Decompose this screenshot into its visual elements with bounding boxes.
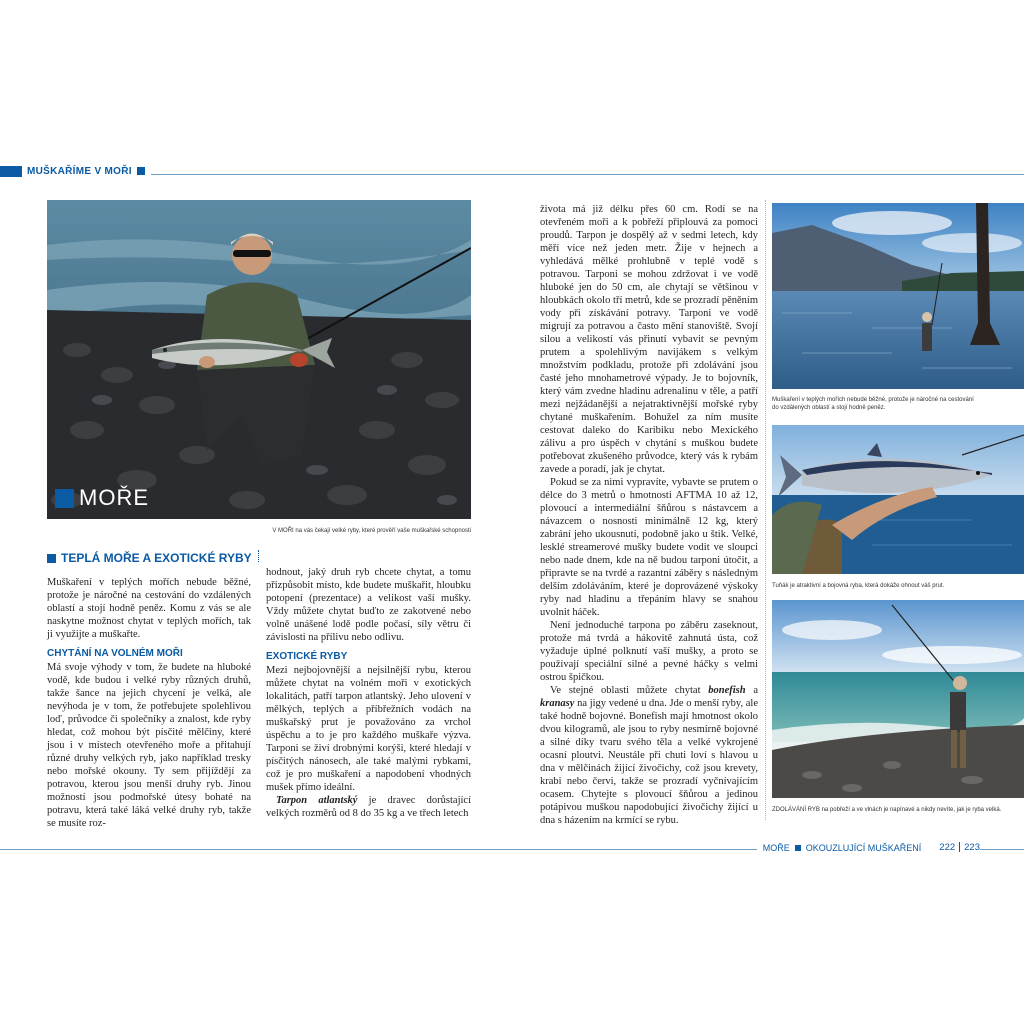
- paragraph: Pokud se za nimi vypravíte, vybavte se prutem o délce do 3 metrů o hmotnosti AFTMA 10 až 12, plovoucí a intermediální šňůrou s nástavcem a návazcem o nosnosti minimálně 12 kg, který zabrání jeho ukousnutí, podobně jako u štik. Velké, lesklé streamerové mušky budete vodit ve sloupci nebo nade dnem, kde na ně budou tarponi útočit, a připravte se na tvrdé a razantní záběry s následným delším zdoláváním, které je doprovázené výskoky ryby nad hladinu a třepáním hlavy se snahou uvolnit háček.: [540, 477, 758, 618]
- paragraph: hodnout, jaký druh ryb chcete chytat, a tomu přizpůsobit místo, kde budete muškařit, hloubku potopení (prezentace) a velikost vaší mušky. Vždy můžete chytat buďto ze zakotvené nebo volně unášené lodě podle počasí, síly větru či závislosti na přílivu nebo odlivu.: [266, 567, 471, 643]
- page-number-left: 222: [939, 842, 956, 853]
- main-photo-caption: V MOŘI na vás čekají velké ryby, které prověří vaše muškařské schopnosti: [272, 528, 471, 534]
- bold-term: Tarpon atlantský: [276, 795, 358, 806]
- paragraph: [266, 794, 471, 820]
- page-separator: [959, 842, 960, 852]
- page-number-right: 223: [964, 842, 980, 853]
- text-column-2: [266, 566, 471, 820]
- column-divider: [765, 200, 766, 820]
- subheading-open-sea: CHYTÁNÍ NA VOLNÉM MOŘI: [47, 648, 183, 659]
- intro-paragraph: Muškaření v teplých mořích nebude běžné, protože je náročné na cestování do vzdálených oblastí a stojí hodně peněz. Komu z vás se ale naskytne možnost chytat v teplých mořích, tak ji využijte a muškařte.: [47, 577, 251, 640]
- footer-section: MOŘE: [762, 842, 790, 853]
- photo-tuna: [772, 425, 1024, 574]
- photo-caption-3: ZDOLÁVÁNÍ RYB na pobřeží a ve vlnách je napínavé a nikdy nevíte, jak je ryba velká.: [772, 807, 1002, 813]
- running-header-label: MUŠKAŘÍME V MOŘI: [27, 165, 132, 177]
- paragraph: Mezi nejbojovnější a nejsilnější rybu, kterou můžete chytat na volném moři v exotických lokalitách, patří tarpon atlantský. Jeho ulovení v mělkých, teplých a příbřežních vodách na muškařský prut je považováno za vrchol úspěchu a to je pro každého muškaře výzva. Tarponi se živí drobnými korýši, které hledají v písčitých nánosech, ale také malými rybkami, což je pro muškaření a napodobení vhodných mušek přímo ideální.: [266, 665, 471, 793]
- section-title-text: TEPLÁ MOŘE A EXOTICKÉ RYBY: [61, 551, 252, 565]
- paragraph: života má již délku přes 60 cm. Rodí se na otevřeném moři a k pobřeží připlouvá za pomoci proudů. Tarpon je dospělý až v sedmi letech, kdy měří více než jeden metr. Žije v hejnech a vyhledává mělké prohlubně v teplé vodě s potravou. Tarponi se mohou zdržovat i ve vodě hluboké jen do 50 cm, ale chytají se většinou v hloubkách okolo tří metrů, kde se prozradí pěněním vody při získávání potravy. Tarponi ve vodě migrují za potravou a často mění stanoviště. Svojí silou a velikostí vás přinutí vybavit se pevným prutem a spolehlivým navijákem s velkým množstvím podkladu, protože při zdolávání jsou časté jeho mnohametrové výpady. Je to bojovník, který vám zvedne hladinu adrenalinu v těle, a patří mezi nejžádanější a nejatraktivnější mořské ryby chytané muškařením. Bohužel za ním musíte cestovat daleko do Karibiku nebo Mexického zálivu a pro úspěch v chytání s muškou budete potřebovat zkušeného průvodce, který vás k rybám zavede a poradí, jak je chytat.: [540, 204, 758, 475]
- text-run: a: [745, 685, 758, 696]
- page-numbers: [939, 842, 980, 853]
- running-footer: [757, 842, 980, 853]
- section-title-rule: [258, 550, 259, 562]
- footer-chapter: OKOUZLUJÍCÍ MUŠKAŘENÍ: [805, 842, 922, 853]
- section-title: [47, 551, 252, 565]
- paragraph-rest: je dravec dorůstající velkých rozměrů od 8 do 35 kg a ve třech letech: [266, 795, 471, 819]
- text-column-3: [540, 203, 758, 827]
- photo-caption-1: Muškaření v teplých mořích nebude běžné, protože je náročné na cestování do vzdálených oblastí a stojí hodně peněz.: [772, 397, 974, 411]
- subheading-exotic-fish: EXOTICKÉ RYBY: [266, 651, 348, 662]
- header-rule: [0, 174, 1024, 175]
- photo-surf-fishing: [772, 600, 1024, 798]
- paragraph: Není jednoduché tarpona po záběru zaseknout, protože má tvrdá a hákovitě zahnutá ústa, což vyžaduje úplné polknutí vaší mušky, a proto se používají speciální silné a pevné háčky s velmi ostrou špičkou.: [540, 620, 758, 683]
- bold-term: bonefish: [708, 685, 746, 696]
- header-square-small-icon: [137, 167, 145, 175]
- section-square-icon: [47, 554, 56, 563]
- header-square-icon: [0, 166, 22, 177]
- photo-overlay-text: MOŘE: [79, 485, 149, 510]
- text-run: na jigy vedené u dna. Jde o menší ryby, ale také hodně bojovné. Bonefish mají hmotnost okolo dvou kilogramů, ale jsou to ryby nesmírně bojovné a silné díky tvaru svého těla a velké vykrojené ocasní ploutvi. Neustále při chuti loví s hlavou u dna v mělčinách žijící živočichy, což jsou krevety, krabi nebo červi, takže se prozradí vyčnívajícím ocasem. Chytejte s plovoucí šňůrou a jedinou potápivou muškou napodobující živočichy žijící u dna s házením na krmící se rybu.: [540, 698, 758, 826]
- text-run: Ve stejné oblasti můžete chytat: [550, 685, 709, 696]
- running-header: [0, 165, 151, 177]
- paragraph: Má svoje výhody v tom, že budete na hluboké vodě, kde budou i velké ryby různých druhů, takže šance na jejich chycení je velká, ale nevýhoda je v tom, že potřebujete spolehlivou loď, průvodce či společníky a znalost, kde ryby hledat, což mohou být písčité mělčiny, které jsou i v místech otevřeného moře a přitahují různé druhy velkých ryb, jako například tresky nebo mořské okouny. Ty sem přijíždějí za potravou, kterou jsou menší druhy ryb. Jinou možností jsou podmořské útesy bohaté na potravu, která také láká velké druhy ryb, takže se musíte roz-: [47, 662, 251, 829]
- paragraph: [540, 684, 758, 827]
- text-column-1: [47, 576, 251, 830]
- main-photo-fisherman: [47, 200, 471, 519]
- photo-caption-2: Tuňák je atraktivní a bojovná ryba, která dokáže ohnout váš prut.: [772, 583, 945, 589]
- label-square-icon: [55, 489, 74, 508]
- footer-square-icon: [795, 845, 801, 851]
- photo-wading-angler: [772, 203, 1024, 389]
- photo-overlay-label: [55, 485, 149, 511]
- bold-term: kranasy: [540, 698, 575, 709]
